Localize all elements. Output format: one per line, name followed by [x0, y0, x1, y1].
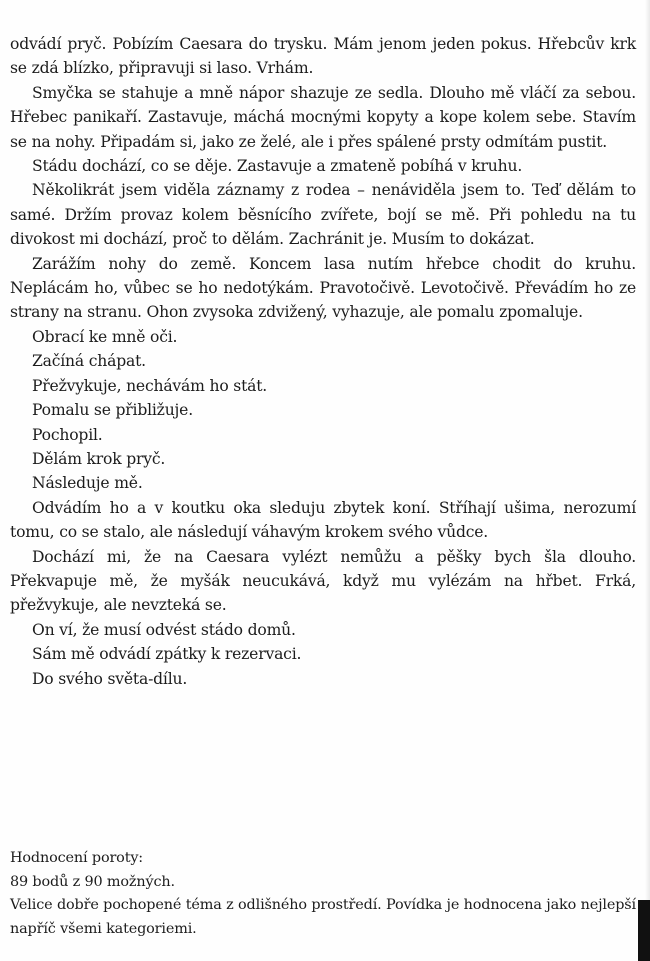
story-paragraph-11: Dělám krok pryč. — [32, 449, 166, 468]
story-paragraph-13: Odvádím ho a v koutku oka sleduju zbytek koní. Stříhají ušima, nerozumí tomu, co se stalo, ale následují váhavým krokem svého vůdce. — [10, 498, 636, 542]
story-paragraph-15: On ví, že musí odvést stádo domů. — [32, 620, 296, 639]
jury-comment: Velice dobře pochopené téma z odlišného prostředí. Povídka je hodnocena jako nejlepší napříč všemi kategoriemi. — [10, 897, 636, 937]
story-paragraph-8: Přežvykuje, nechávám ho stát. — [32, 376, 268, 395]
story-paragraph-6: Obrací ke mně oči. — [32, 327, 178, 346]
page-edge-mark — [638, 900, 650, 961]
jury-score: 89 bodů z 90 možných. — [10, 873, 175, 890]
jury-evaluation — [10, 847, 636, 941]
story-paragraph-4: Několikrát jsem viděla záznamy z rodea – nenáviděla jsem to. Teď dělám to samé. Držím provaz kolem běsnícího zvířete, bojí se mě. Při pohledu na tu divokost mi dochází, proč to dělám. Zachránit je. Musím to dokázat. — [10, 181, 636, 249]
story-paragraph-1: odvádí pryč. Pobízím Caesara do trysku. Mám jenom jeden pokus. Hřebcův krk se zdá blízko, připravuji si laso. Vrhám. — [10, 35, 636, 78]
story-text — [10, 32, 636, 691]
story-paragraph-10: Pochopil. — [32, 425, 103, 444]
story-paragraph-14: Dochází mi, že na Caesara vylézt nemůžu a pěšky bych šla dlouho. Překvapuje mě, že myšák neucukává, když mu vylézám na hřbet. Frká, přežvykuje, ale nevzteká se. — [10, 547, 636, 615]
story-paragraph-17: Do svého světa-dílu. — [32, 669, 188, 688]
story-paragraph-9: Pomalu se přibližuje. — [32, 401, 193, 420]
story-paragraph-3: Stádu dochází, co se děje. Zastavuje a zmateně pobíhá v kruhu. — [32, 157, 523, 176]
story-paragraph-2: Smyčka se stahuje a mně nápor shazuje ze sedla. Dlouho mě vláčí za sebou. Hřebec panikaří. Zastavuje, máchá mocnými kopyty a kope kolem sebe. Stavím se na nohy. Připadám si, jako ze želé, ale i přes spálené prsty odmítám pustit. — [10, 83, 636, 151]
page-edge-shadow — [645, 0, 650, 961]
story-paragraph-5: Zarážím nohy do země. Koncem lasa nutím hřebce chodit do kruhu. Neplácám ho, vůbec se ho nedotýkám. Pravotočivě. Levotočivě. Převádím ho ze strany na stranu. Ohon zvysoka zdvižený, vyhazuje, ale pomalu zpomaluje. — [10, 254, 636, 322]
story-paragraph-16: Sám mě odvádí zpátky k rezervaci. — [32, 645, 302, 664]
jury-heading: Hodnocení poroty: — [10, 850, 144, 866]
story-paragraph-12: Následuje mě. — [32, 474, 143, 493]
story-paragraph-7: Začíná chápat. — [32, 352, 146, 371]
